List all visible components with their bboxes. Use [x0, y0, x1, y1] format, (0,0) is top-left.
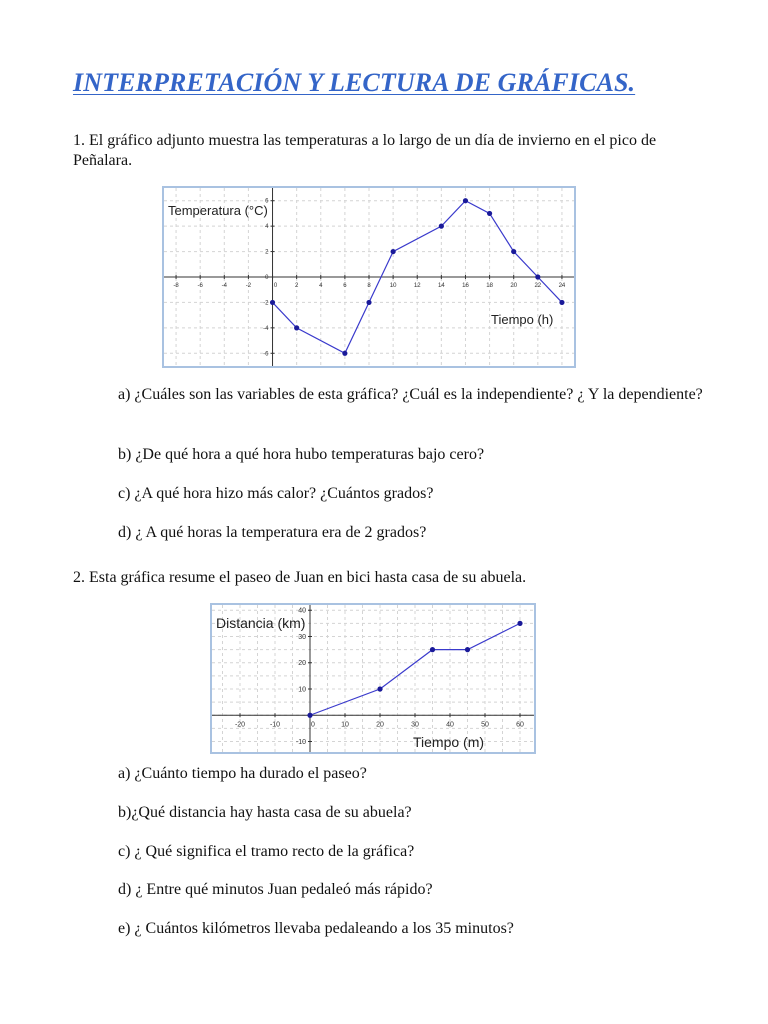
chart1-x-tick-label: -8: [173, 283, 179, 289]
chart1-x-tick-label: 22: [534, 283, 542, 289]
chart1-data-point: [294, 325, 299, 330]
chart2-y-tick-label: 10: [298, 686, 306, 694]
chart1-data-point: [511, 249, 516, 254]
chart2-x-tick-label: 60: [516, 721, 524, 729]
chart1-x-tick-label: 16: [462, 283, 469, 289]
chart1-data-point: [487, 211, 492, 216]
chart1-y-tick-label: 4: [265, 224, 269, 231]
problem-1-question-c: c) ¿A qué hora hizo más calor? ¿Cuántos grados?: [118, 485, 434, 502]
problem-1-statement: 1. El gráfico adjunto muestra las temperaturas a lo largo de un día de invierno en el pico de Peñalara.: [73, 132, 657, 169]
chart2-data-point: [377, 686, 382, 691]
problem-1-question-b: b) ¿De qué hora a qué hora hubo temperaturas bajo cero?: [118, 446, 485, 463]
chart1-x-tick-label: 12: [413, 283, 421, 289]
chart2-x-tick-label: 20: [376, 721, 384, 729]
chart1-data-point: [270, 300, 275, 305]
chart2-xlabel: Tiempo (m): [413, 734, 485, 750]
chart1-x-tick-label: 14: [438, 283, 445, 289]
chart2-data-point: [430, 647, 435, 652]
chart1-data-point: [559, 300, 564, 305]
chart2-y-tick-label: 40: [298, 607, 306, 615]
distance-chart-svg: [212, 605, 534, 752]
problem-2-question-e: e) ¿ Cuántos kilómetros llevaba pedaleando a los 35 minutos?: [118, 920, 514, 937]
temperature-chart: [162, 186, 576, 368]
chart1-x-tick-label: -2: [245, 283, 252, 289]
problem-1-question-a: a) ¿Cuáles son las variables de esta gráfica? ¿Cuál es la independiente? ¿ Y la dependiente?: [118, 386, 703, 403]
chart1-y-tick-label: 6: [265, 198, 269, 205]
chart2-x-tick-label: 40: [446, 721, 454, 729]
chart1-y-tick-label: -2: [263, 300, 269, 307]
problem-2-statement: 2. Esta gráfica resume el paseo de Juan en bici hasta casa de su abuela.: [73, 569, 527, 586]
chart2-y-tick-label: 20: [298, 660, 306, 668]
page-title: INTERPRETACIÓN Y LECTURA DE GRÁFICAS.: [73, 68, 636, 97]
chart1-x-tick-label: 18: [486, 283, 493, 289]
chart2-x-tick-label: 50: [481, 721, 489, 729]
chart2-ylabel: Distancia (km): [216, 615, 306, 631]
chart1-y-tick-label: -6: [263, 351, 269, 358]
problem-1-question-d: d) ¿ A qué horas la temperatura era de 2 grados?: [118, 524, 427, 541]
chart2-data-point: [307, 713, 312, 718]
chart2-x-tick-label: 30: [411, 721, 419, 729]
chart1-x-tick-label: 24: [558, 283, 566, 289]
temperature-chart-svg: [164, 188, 574, 366]
chart2-x-tick-label: -10: [269, 721, 281, 729]
chart1-x-tick-label: 0: [273, 283, 278, 289]
problem-2-question-d: d) ¿ Entre qué minutos Juan pedaleó más rápido?: [118, 881, 433, 898]
chart1-x-tick-label: 8: [367, 283, 371, 289]
chart1-y-tick-label: 2: [265, 249, 269, 256]
chart1-x-tick-label: 4: [319, 283, 323, 289]
chart2-y-tick-label: 30: [298, 633, 306, 641]
chart1-y-tick-label: 0: [265, 275, 269, 281]
problem-2-question-c: c) ¿ Qué significa el tramo recto de la gráfica?: [118, 843, 415, 860]
chart1-data-point: [342, 351, 347, 356]
chart1-x-tick-label: 20: [510, 283, 518, 289]
chart1-x-tick-label: 2: [294, 283, 299, 289]
problem-2-question-b: b)¿Qué distancia hay hasta casa de su abuela?: [118, 804, 412, 821]
problem-2-question-a: a) ¿Cuánto tiempo ha durado el paseo?: [118, 765, 367, 782]
chart2-x-tick-label: -20: [234, 721, 246, 729]
chart2-y-tick-label: -10: [295, 738, 306, 746]
chart1-y-tick-label: -4: [263, 325, 269, 332]
chart2-x-tick-label: 10: [341, 721, 349, 729]
chart1-data-point: [439, 224, 444, 229]
distance-chart: [210, 603, 536, 754]
chart1-x-tick-label: 10: [389, 283, 397, 289]
chart1-data-point: [366, 300, 371, 305]
chart2-data-point: [465, 647, 470, 652]
chart2-data-point: [517, 621, 522, 626]
chart1-x-tick-label: -4: [221, 283, 227, 289]
chart1-ylabel: Temperatura (°C): [168, 203, 268, 218]
chart1-xlabel: Tiempo (h): [491, 312, 554, 327]
chart1-x-tick-label: -6: [197, 283, 203, 289]
chart1-data-point: [535, 274, 540, 279]
chart1-data-point: [391, 249, 396, 254]
chart2-x-tick-label: 0: [311, 721, 315, 729]
chart1-x-tick-label: 6: [343, 283, 347, 289]
chart1-data-point: [463, 198, 468, 203]
